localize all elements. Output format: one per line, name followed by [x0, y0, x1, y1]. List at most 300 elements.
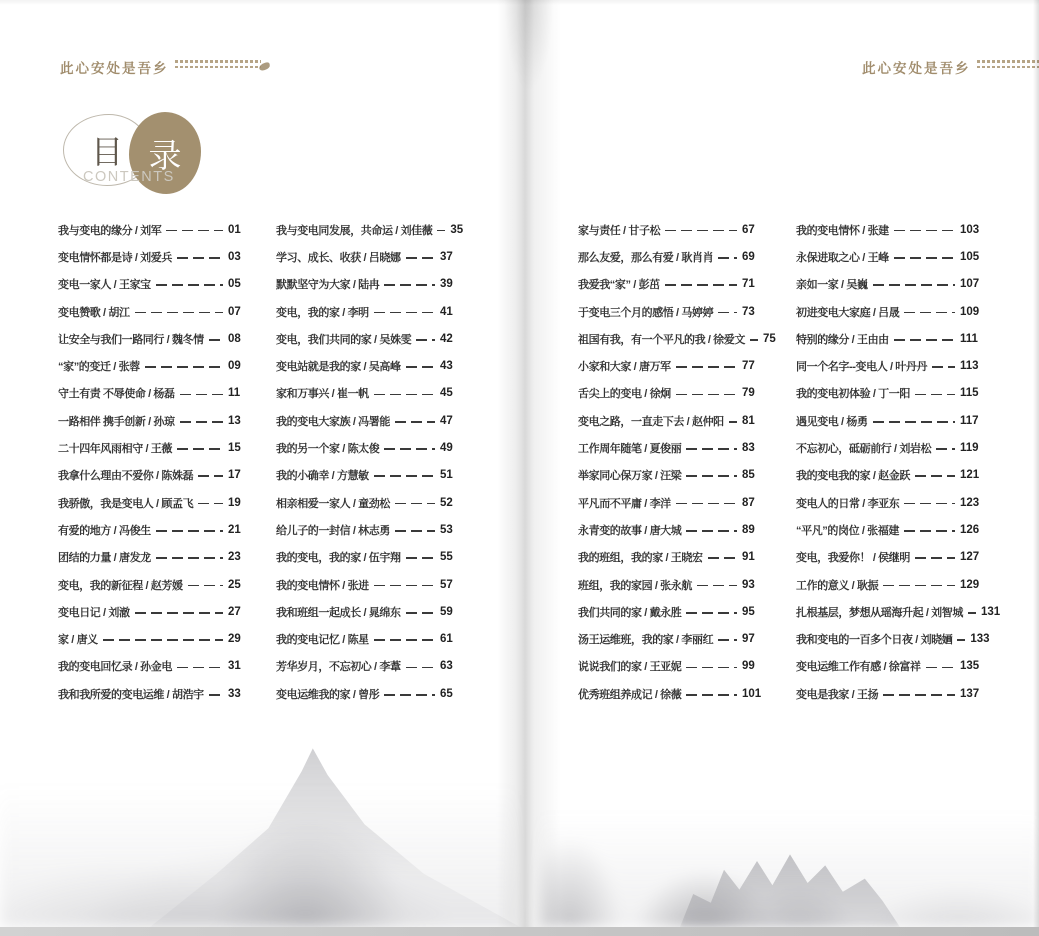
- toc-column-3: [578, 216, 776, 707]
- toc-entry-label: 我与变电同发展，共命运 / 刘佳薇: [276, 224, 433, 237]
- brand-calligraphy-text: 此心安处是吾乡: [862, 61, 971, 77]
- toc-column-2: [276, 216, 464, 707]
- toc-entry: [578, 680, 766, 707]
- toc-entry: [578, 352, 766, 379]
- toc-page-number: 08: [228, 332, 241, 345]
- toc-entry: [796, 462, 984, 489]
- toc-entry: [796, 653, 984, 680]
- toc-entry: [276, 571, 464, 598]
- toc-leader-line: [156, 284, 223, 286]
- toc-entry: [58, 598, 252, 625]
- toc-entry-label: 变电，我爱你！ / 侯继明: [796, 552, 910, 565]
- toc-page-number: 47: [440, 414, 453, 427]
- toc-leader-line: [209, 339, 223, 341]
- toc-leader-line: [686, 530, 737, 532]
- toc-leader-line: [665, 284, 737, 286]
- toc-entry-label: 于变电三个月的感悟 / 马婷婷: [578, 306, 714, 319]
- toc-page-number: 121: [960, 469, 980, 482]
- toc-entry-label: 变电站就是我的家 / 吴高峰: [276, 361, 401, 374]
- toc-entry: [796, 434, 984, 461]
- brand-tagline-lines: [977, 57, 1039, 68]
- toc-leader-line: [676, 366, 737, 368]
- toc-page-number: 93: [742, 578, 755, 591]
- toc-entry-label: 永青变的故事 / 唐大城: [578, 524, 682, 537]
- toc-entry-label: 变电人的日常 / 李亚东: [796, 497, 900, 510]
- toc-entry-label: 我骄傲，我是变电人 / 顾孟飞: [58, 497, 194, 510]
- toc-leader-line: [198, 503, 223, 505]
- toc-entry-label: 平凡而不平庸 / 李洋: [578, 497, 671, 510]
- toc-entry-label: 相亲相爱一家人 / 童劲松: [276, 497, 390, 510]
- toc-page-number: 29: [228, 633, 241, 646]
- toc-entry-label: 扎根基层，梦想从瑶海升起 / 刘智城: [796, 606, 963, 619]
- toc-page-number: 89: [742, 523, 755, 536]
- toc-entry: [796, 571, 984, 598]
- toc-page-number: 69: [742, 250, 755, 263]
- toc-page-number: 43: [440, 360, 453, 373]
- toc-page-number: 67: [742, 223, 755, 236]
- toc-page-number: 71: [742, 278, 755, 291]
- toc-page-number: 109: [960, 305, 980, 318]
- toc-entry-label: 变电日记 / 刘澈: [58, 606, 130, 619]
- toc-entry-label: 我和班组一起成长 / 晁绵东: [276, 606, 401, 619]
- toc-leader-line: [416, 339, 435, 341]
- toc-entry-label: 变电之路，一直走下去 / 赵仲阳: [578, 415, 724, 428]
- toc-leader-line: [932, 366, 955, 368]
- toc-leader-line: [384, 694, 435, 696]
- toc-entry: [796, 325, 984, 352]
- toc-leader-line: [395, 421, 435, 423]
- toc-leader-line: [915, 394, 955, 396]
- toc-entry-label: 变电，我的家 / 李明: [276, 306, 369, 319]
- toc-entry-label: 我的变电情怀 / 张进: [276, 579, 369, 592]
- toc-entry-label: 同一个名字--变电人 / 叶丹丹: [796, 361, 928, 374]
- toc-entry: [58, 625, 252, 652]
- brand-tagline-lines: [175, 57, 261, 68]
- toc-leader-line: [406, 257, 435, 259]
- toc-entry: [276, 243, 464, 270]
- toc-leader-line: [718, 639, 737, 641]
- toc-page-number: 49: [440, 442, 453, 455]
- toc-entry: [58, 352, 252, 379]
- toc-leader-line: [406, 366, 435, 368]
- toc-entry-label: 芳华岁月，不忘初心 / 李葦: [276, 661, 401, 674]
- toc-page-number: 103: [960, 223, 980, 236]
- toc-leader-line: [686, 667, 737, 669]
- char-lu: 录: [148, 135, 182, 175]
- toc-entry-label: 舌尖上的变电 / 徐炯: [578, 388, 671, 401]
- toc-page-number: 17: [228, 469, 241, 482]
- toc-leader-line: [103, 639, 223, 641]
- toc-entry-label: 我的变电我的家 / 赵金跃: [796, 470, 910, 483]
- toc-entry-label: 我的小确幸 / 方慧敏: [276, 470, 369, 483]
- toc-entry: [796, 298, 984, 325]
- toc-entry: [276, 598, 464, 625]
- toc-entry: [578, 271, 766, 298]
- toc-leader-line: [209, 694, 223, 696]
- toc-column-4: [796, 216, 1001, 707]
- toc-entry-label: 一路相伴 携手创新 / 孙琼: [58, 415, 175, 428]
- toc-entry-label: 那么友爱，那么有爱 / 耿肖肖: [578, 251, 714, 264]
- toc-entry-label: 给儿子的一封信 / 林志勇: [276, 524, 390, 537]
- toc-entry: [276, 271, 464, 298]
- toc-entry: [276, 352, 464, 379]
- toc-leader-line: [957, 639, 965, 641]
- toc-leader-line: [708, 557, 737, 559]
- toc-entry-label: 默默坚守为大家 / 陆冉: [276, 279, 380, 292]
- toc-entry-label: 我的变电初体验 / 丁一阳: [796, 388, 910, 401]
- toc-entry: [276, 544, 464, 571]
- toc-page-number: 65: [440, 687, 453, 700]
- toc-entry-label: 不忘初心，砥砺前行 / 刘岩松: [796, 443, 932, 456]
- toc-leader-line: [904, 530, 955, 532]
- scan-edge-top: [0, 0, 1039, 5]
- toc-entry-label: 我的变电情怀 / 张建: [796, 224, 889, 237]
- toc-page-number: 129: [960, 578, 980, 591]
- toc-column-1: [58, 216, 252, 707]
- toc-page-number: 59: [440, 605, 453, 618]
- toc-page-number: 15: [228, 442, 241, 455]
- toc-leader-line: [177, 667, 223, 669]
- toc-page-number: 91: [742, 551, 755, 564]
- toc-page-number: 85: [742, 469, 755, 482]
- toc-entry-label: 我的另一个家 / 陈太俊: [276, 443, 380, 456]
- toc-leader-line: [384, 284, 435, 286]
- toc-entry: [796, 598, 1001, 625]
- toc-entry-label: 家 / 唐义: [58, 634, 98, 647]
- toc-entry: [58, 489, 252, 516]
- toc-leader-line: [188, 585, 223, 587]
- toc-entry: [276, 216, 464, 243]
- toc-entry: [276, 462, 464, 489]
- toc-entry-label: 我爱我“家” / 彭茁: [578, 279, 660, 292]
- toc-entry: [58, 462, 252, 489]
- toc-leader-line: [395, 503, 435, 505]
- toc-leader-line: [883, 694, 955, 696]
- toc-leader-line: [374, 312, 435, 314]
- toc-page-number: 81: [742, 414, 755, 427]
- char-mu: 目: [90, 133, 123, 171]
- toc-entry: [796, 516, 984, 543]
- toc-page-number: 03: [228, 250, 241, 263]
- toc-entry-label: 班组，我的家园 / 张永航: [578, 579, 692, 592]
- toc-page-number: 117: [960, 414, 979, 427]
- toc-page-number: 27: [228, 605, 241, 618]
- toc-leader-line: [676, 394, 737, 396]
- toc-entry: [58, 380, 252, 407]
- toc-leader-line: [904, 312, 955, 314]
- toc-page-number: 55: [440, 551, 453, 564]
- toc-page-number: 05: [228, 278, 241, 291]
- toc-entry-label: 变电一家人 / 王家宝: [58, 279, 151, 292]
- toc-entry-label: 我们共同的家 / 戴永胜: [578, 606, 682, 619]
- toc-entry: [578, 216, 766, 243]
- toc-entry: [58, 516, 252, 543]
- toc-leader-line: [968, 612, 976, 614]
- toc-leader-line: [894, 230, 955, 232]
- toc-leader-line: [926, 667, 955, 669]
- toc-entry: [796, 489, 984, 516]
- toc-entry-label: 守土有责 不辱使命 / 杨磊: [58, 388, 175, 401]
- toc-entry-label: “家”的变迁 / 张蓉: [58, 361, 140, 374]
- toc-leader-line: [936, 448, 955, 450]
- toc-entry: [578, 380, 766, 407]
- toc-entry-label: 变电，我的新征程 / 赵芳媛: [58, 579, 183, 592]
- toc-entry: [276, 625, 464, 652]
- toc-entry-label: 有爱的地方 / 冯俊生: [58, 524, 151, 537]
- toc-entry: [796, 271, 984, 298]
- toc-page-number: 73: [742, 305, 755, 318]
- brand-logo-right: [862, 57, 1039, 77]
- toc-page-number: 51: [440, 469, 453, 482]
- toc-entry-label: 我与变电的缘分 / 刘军: [58, 224, 162, 237]
- toc-entry-label: 团结的力量 / 唐发龙: [58, 552, 151, 565]
- toc-page-number: 23: [228, 551, 241, 564]
- toc-entry-label: 我的变电回忆录 / 孙金电: [58, 661, 172, 674]
- toc-entry: [796, 544, 984, 571]
- toc-entry: [796, 625, 990, 652]
- scan-edge-bottom: [0, 927, 1039, 936]
- toc-page-number: 111: [960, 332, 978, 345]
- toc-page-number: 126: [960, 523, 980, 536]
- toc-entry: [276, 298, 464, 325]
- toc-leader-line: [686, 694, 737, 696]
- toc-page-number: 07: [228, 305, 241, 318]
- toc-entry: [58, 434, 252, 461]
- contents-subtitle: CONTENTS: [83, 169, 175, 185]
- toc-leader-line: [676, 503, 737, 505]
- toc-entry: [578, 407, 766, 434]
- toc-page-number: 87: [742, 496, 755, 509]
- toc-entry: [276, 516, 464, 543]
- toc-entry: [796, 216, 984, 243]
- toc-page-number: 45: [440, 387, 453, 400]
- toc-entry: [796, 352, 984, 379]
- toc-leader-line: [374, 639, 435, 641]
- toc-page-number: 79: [742, 387, 755, 400]
- toc-entry-label: 永保进取之心 / 王峰: [796, 251, 889, 264]
- toc-leader-line: [135, 312, 223, 314]
- toc-entry-label: 工作的意义 / 耿振: [796, 579, 879, 592]
- toc-entry: [276, 489, 464, 516]
- toc-page-number: 105: [960, 250, 980, 263]
- toc-leader-line: [374, 394, 435, 396]
- toc-entry-label: 我拿什么理由不爱你 / 陈姝磊: [58, 470, 194, 483]
- toc-entry: [276, 407, 464, 434]
- toc-entry: [58, 325, 252, 352]
- toc-leader-line: [135, 612, 223, 614]
- toc-page-number: 41: [440, 305, 453, 318]
- toc-page-number: 37: [440, 250, 453, 263]
- toc-entry-label: 家和万事兴 / 崔一帆: [276, 388, 369, 401]
- toc-leader-line: [145, 366, 223, 368]
- toc-leader-line: [894, 339, 955, 341]
- toc-page-number: 97: [742, 633, 755, 646]
- toc-entry-label: 变电运维工作有感 / 徐富祥: [796, 661, 921, 674]
- toc-entry: [276, 680, 464, 707]
- toc-page-number: 57: [440, 578, 453, 591]
- toc-entry: [58, 571, 252, 598]
- toc-entry: [578, 598, 766, 625]
- toc-right-page: [578, 216, 1001, 707]
- toc-entry-label: 工作周年随笔 / 夏俊丽: [578, 443, 682, 456]
- toc-page-number: 101: [742, 687, 762, 700]
- toc-page-number: 52: [440, 496, 453, 509]
- toc-leader-line: [718, 312, 737, 314]
- toc-page-number: 25: [228, 578, 241, 591]
- toc-entry-label: 说说我们的家 / 王亚妮: [578, 661, 682, 674]
- toc-leader-line: [894, 257, 955, 259]
- toc-page-number: 127: [960, 551, 980, 564]
- toc-leader-line: [437, 230, 445, 232]
- toc-leader-line: [750, 339, 758, 341]
- toc-entry: [58, 544, 252, 571]
- toc-leader-line: [873, 284, 955, 286]
- toc-page-number: 35: [450, 223, 464, 236]
- toc-leader-line: [177, 257, 223, 259]
- toc-page-number: 75: [762, 332, 776, 345]
- toc-page-number: 11: [228, 387, 241, 400]
- toc-entry-label: 我的变电记忆 / 陈星: [276, 634, 369, 647]
- toc-page-number: 01: [228, 223, 241, 236]
- toc-entry: [578, 653, 766, 680]
- toc-entry-label: 我的班组，我的家 / 王晓宏: [578, 552, 703, 565]
- toc-page-number: 33: [228, 687, 241, 700]
- toc-entry: [58, 243, 252, 270]
- toc-leader-line: [177, 448, 223, 450]
- toc-entry-label: 变电，我们共同的家 / 吴姝雯: [276, 333, 412, 346]
- toc-page-number: 09: [228, 360, 241, 373]
- toc-leader-line: [406, 557, 435, 559]
- toc-leader-line: [406, 612, 435, 614]
- toc-leader-line: [686, 612, 737, 614]
- toc-page-number: 115: [960, 387, 979, 400]
- toc-entry-label: “平凡”的岗位 / 张福建: [796, 524, 899, 537]
- toc-entry: [796, 380, 984, 407]
- toc-leader-line: [166, 230, 223, 232]
- toc-entry-label: 祖国有我，有一个平凡的我 / 徐爱文: [578, 333, 745, 346]
- toc-leader-line: [915, 557, 955, 559]
- toc-page-number: 21: [228, 523, 241, 536]
- toc-entry: [578, 544, 766, 571]
- toc-leader-line: [697, 585, 737, 587]
- toc-entry-label: 举家同心保万家 / 汪梁: [578, 470, 682, 483]
- toc-page-number: 77: [742, 360, 755, 373]
- toc-entry-label: 优秀班组养成记 / 徐薇: [578, 688, 682, 701]
- toc-leader-line: [406, 667, 435, 669]
- toc-entry-label: 变电运维我的家 / 曾彤: [276, 688, 380, 701]
- toc-page-number: 39: [440, 278, 453, 291]
- toc-leader-line: [883, 585, 955, 587]
- toc-entry: [58, 271, 252, 298]
- toc-entry: [276, 653, 464, 680]
- toc-entry: [276, 325, 464, 352]
- toc-leader-line: [198, 475, 223, 477]
- toc-leader-line: [180, 394, 223, 396]
- toc-leader-line: [156, 557, 223, 559]
- toc-page-number: 107: [960, 278, 980, 291]
- toc-leader-line: [395, 530, 435, 532]
- toc-entry-label: 变电赞歌 / 胡江: [58, 306, 130, 319]
- toc-leader-line: [915, 475, 955, 477]
- toc-entry-label: 我的变电大家族 / 冯署能: [276, 415, 390, 428]
- toc-page-number: 42: [440, 332, 453, 345]
- toc-entry-label: 初进变电大家庭 / 吕晟: [796, 306, 900, 319]
- toc-page-number: 13: [228, 414, 241, 427]
- toc-entry-label: 亲如一家 / 吴巍: [796, 279, 868, 292]
- toc-page-number: 119: [960, 442, 979, 455]
- toc-entry-label: 二十四年风雨相守 / 王薇: [58, 443, 172, 456]
- toc-entry-label: 变电情怀都是诗 / 刘爱兵: [58, 251, 172, 264]
- toc-entry: [578, 298, 766, 325]
- toc-entry: [578, 571, 766, 598]
- toc-entry-label: 我和我所爱的变电运维 / 胡浩宇: [58, 688, 204, 701]
- toc-entry: [578, 243, 766, 270]
- toc-leader-line: [686, 448, 737, 450]
- toc-page-number: 63: [440, 660, 453, 673]
- toc-leader-line: [156, 530, 223, 532]
- contents-title-badge: [63, 112, 213, 204]
- toc-page-number: 99: [742, 660, 755, 673]
- toc-entry: [58, 216, 252, 243]
- toc-entry: [578, 516, 766, 543]
- toc-page-number: 61: [440, 633, 453, 646]
- toc-page-number: 123: [960, 496, 980, 509]
- toc-leader-line: [873, 421, 955, 423]
- toc-page-number: 53: [440, 523, 453, 536]
- toc-entry: [578, 462, 766, 489]
- toc-leader-line: [384, 448, 435, 450]
- toc-entry-label: 我的变电，我的家 / 伍宇翔: [276, 552, 401, 565]
- toc-entry-label: 小家和大家 / 唐万军: [578, 361, 671, 374]
- toc-entry: [796, 407, 984, 434]
- toc-entry-label: 家与责任 / 甘子松: [578, 224, 661, 237]
- toc-entry-label: 特别的缘分 / 王由由: [796, 333, 889, 346]
- brand-logo-left: [60, 57, 270, 77]
- toc-entry-label: 变电是我家 / 王扬: [796, 688, 879, 701]
- toc-entry: [276, 434, 464, 461]
- toc-leader-line: [729, 421, 737, 423]
- toc-page-number: 95: [742, 605, 755, 618]
- toc-page-number: 133: [970, 633, 990, 646]
- toc-entry: [796, 680, 984, 707]
- toc-entry: [58, 653, 252, 680]
- brand-calligraphy-text: 此心安处是吾乡: [60, 61, 169, 77]
- toc-leader-line: [718, 257, 737, 259]
- toc-entry-label: 遇见变电 / 杨勇: [796, 415, 868, 428]
- toc-entry-label: 我和变电的一百多个日夜 / 刘晓婳: [796, 634, 953, 647]
- toc-entry-label: 汤王运维班，我的家 / 李丽红: [578, 634, 714, 647]
- toc-entry: [578, 434, 766, 461]
- toc-leader-line: [374, 475, 435, 477]
- toc-entry-label: 学习、成长、收获 / 吕晓娜: [276, 251, 401, 264]
- toc-page-number: 83: [742, 442, 755, 455]
- toc-page-number: 135: [960, 660, 980, 673]
- toc-leader-line: [686, 475, 737, 477]
- toc-entry: [578, 625, 766, 652]
- toc-leader-line: [374, 585, 435, 587]
- toc-page-number: 131: [980, 605, 1001, 618]
- page-gutter-shadow: [497, 0, 561, 936]
- toc-leader-line: [180, 421, 223, 423]
- toc-left-page: [58, 216, 464, 707]
- toc-entry: [276, 380, 464, 407]
- toc-entry: [58, 407, 252, 434]
- toc-page-number: 19: [228, 496, 241, 509]
- toc-entry: [58, 298, 252, 325]
- toc-page-number: 31: [228, 660, 241, 673]
- scan-edge-right: [1033, 0, 1039, 936]
- toc-entry: [58, 680, 252, 707]
